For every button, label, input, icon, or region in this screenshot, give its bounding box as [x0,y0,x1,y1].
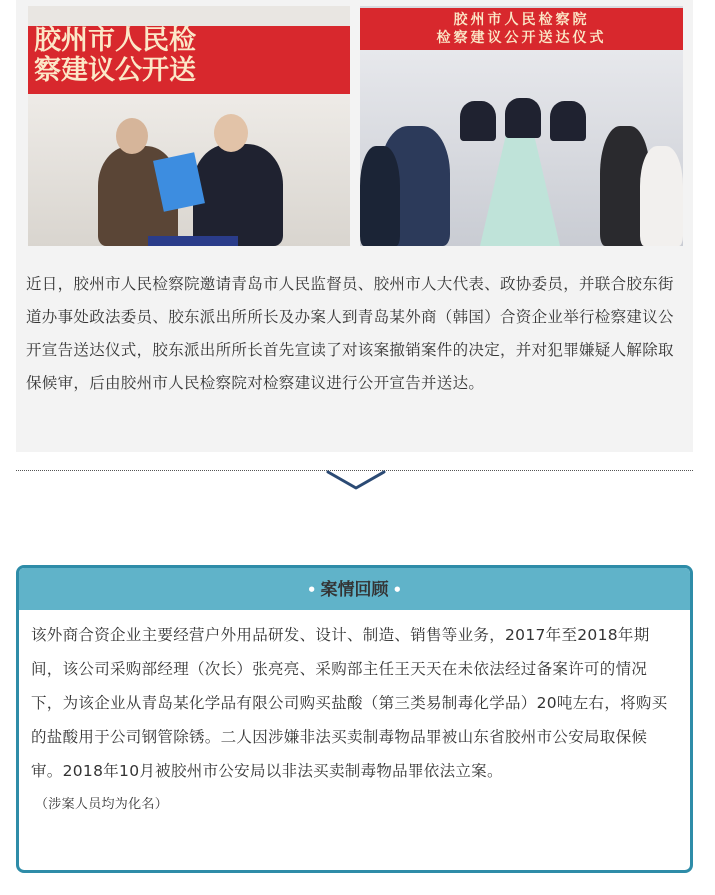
bullet-dot-icon: • [306,581,317,599]
banner-line: 胶州市人民检 [34,26,196,56]
chevron-down-icon [324,468,388,494]
bullet-dot-icon: • [392,581,403,599]
name-plates [148,236,238,246]
banner-line: 察建议公开送 [34,55,196,86]
case-review-header [19,568,690,610]
photo-meeting [360,6,683,246]
photo-handover [28,6,350,246]
banner-line: 胶州市人民检察院 [453,12,590,28]
photo-banner [360,8,683,50]
case-review-note: （涉案人员均为化名） [35,797,169,812]
person-figure [550,101,586,141]
photo-banner [28,26,350,94]
person-figure [505,98,541,138]
banner-line: 检察建议公开送达仪式 [436,30,607,46]
case-review-title: 案情回顾 [320,580,389,600]
person-figure [193,144,283,246]
case-review-card [16,565,693,873]
person-figure [640,146,683,246]
intro-paragraph: 近日，胶州市人民检察院邀请青岛市人民监督员、胶州市人大代表、政协委员，并联合胶东街道办事处政法委员、胶东派出所所长及办案人到青岛某外商（韩国）合资企业举行检察建议公开宣告送达仪式，胶东派出所所长首先宣读了对该案撤销案件的决定，并对犯罪嫌疑人解除取保候审，后由胶州市人民检察院对检察建议进行公开宣告并送达。 [26,275,674,392]
person-head [116,118,148,154]
case-review-body [19,610,690,816]
person-head [214,114,248,152]
person-figure [460,101,496,141]
case-review-text: 该外商合资企业主要经营户外用品研发、设计、制造、销售等业务，2017年至2018年期间，该公司采购部经理（次长）张亮亮、采购部主任王天天在未依法经过备案许可的情况下，为该企业从青岛某化学品有限公司购买盐酸（第三类易制毒化学品）20吨左右，将购买的盐酸用于公司钢管除锈。二人因涉嫌非法买卖制毒物品罪被山东省胶州市公安局取保候审。2018年10月被胶州市公安局以非法买卖制毒物品罪依法立案。 [31,626,668,780]
person-figure [360,146,400,246]
